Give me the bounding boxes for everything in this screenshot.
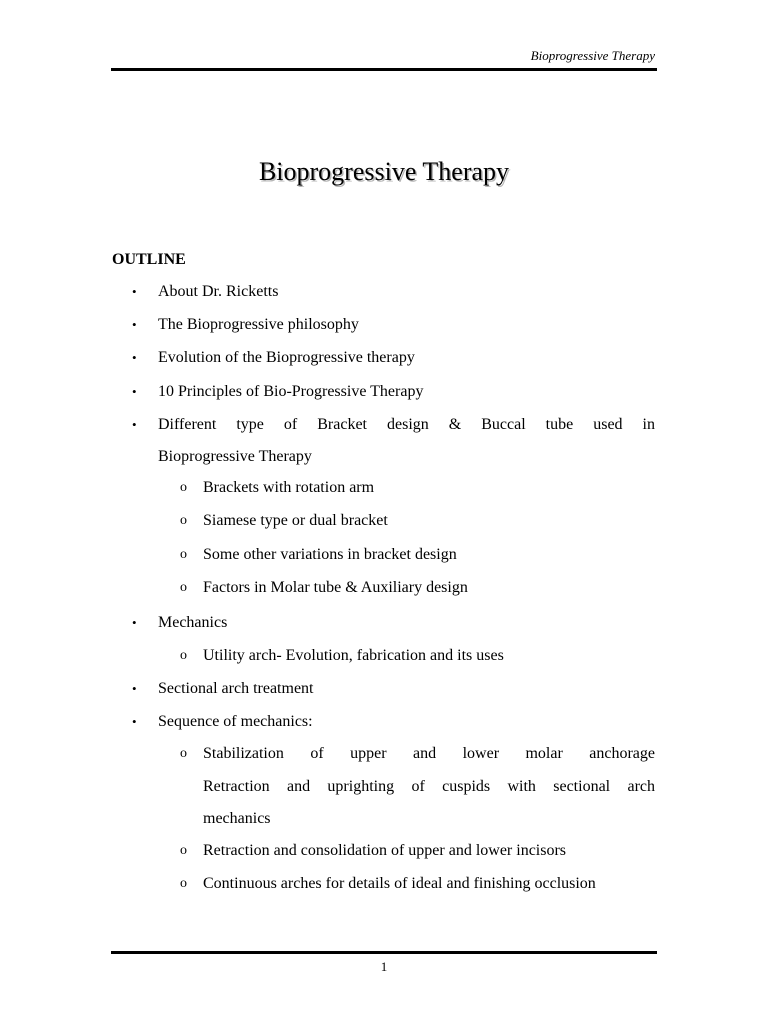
bullet-icon: •: [132, 417, 137, 432]
sub-bullet-icon: o: [180, 648, 187, 663]
outline-item-text: The Bioprogressive philosophy: [158, 316, 359, 333]
outline-subitem-text: Retraction and uprighting of cuspids with sectional arch: [203, 778, 655, 795]
outline-subitem-text: Continuous arches for details of ideal and finishing occlusion: [203, 875, 596, 892]
sub-bullet-icon: o: [180, 580, 187, 595]
bullet-icon: •: [132, 384, 137, 399]
outline-subitem-text: Some other variations in bracket design: [203, 546, 457, 563]
outline-item-text: About Dr. Ricketts: [158, 283, 279, 300]
sub-bullet-icon: o: [180, 547, 187, 562]
outline-item-text: Different type of Bracket design & Buccal tube used in: [158, 416, 655, 433]
outline-subitem-text: Stabilization of upper and lower molar anchorage: [203, 745, 655, 762]
bullet-icon: •: [132, 681, 137, 696]
outline-subitem-text: Brackets with rotation arm: [203, 479, 375, 496]
outline-item-text: Sequence of mechanics:: [158, 713, 313, 730]
page-title: Bioprogressive Therapy: [258, 157, 510, 186]
footer-rule: [111, 951, 657, 954]
outline-item-text: Bioprogressive Therapy: [158, 448, 312, 465]
bullet-icon: •: [132, 714, 137, 729]
header-rule: [111, 68, 657, 71]
sub-bullet-icon: o: [180, 746, 187, 761]
bullet-icon: •: [132, 615, 137, 630]
outline-heading: OUTLINE: [112, 251, 186, 268]
outline-subitem-text: Retraction and consolidation of upper and lower incisors: [203, 842, 567, 859]
bullet-icon: •: [132, 350, 137, 365]
outline-item-text: Evolution of the Bioprogressive therapy: [158, 349, 415, 366]
outline-item-text: Sectional arch treatment: [158, 680, 314, 697]
sub-bullet-icon: o: [180, 876, 187, 891]
outline-subitem-text: Factors in Molar tube & Auxiliary design: [203, 579, 468, 596]
outline-subitem-text: Siamese type or dual bracket: [203, 512, 388, 529]
sub-bullet-icon: o: [180, 513, 187, 528]
outline-item-text: Mechanics: [158, 614, 228, 631]
outline-item-text: 10 Principles of Bio-Progressive Therapy: [158, 383, 424, 400]
running-header: Bioprogressive Therapy: [530, 48, 655, 63]
outline-subitem-text: mechanics: [203, 810, 271, 827]
sub-bullet-icon: o: [180, 480, 187, 495]
page-number: 1: [380, 959, 388, 974]
bullet-icon: •: [132, 317, 137, 332]
bullet-icon: •: [132, 284, 137, 299]
sub-bullet-icon: o: [180, 843, 187, 858]
outline-subitem-text: Utility arch- Evolution, fabrication and its uses: [203, 647, 504, 664]
